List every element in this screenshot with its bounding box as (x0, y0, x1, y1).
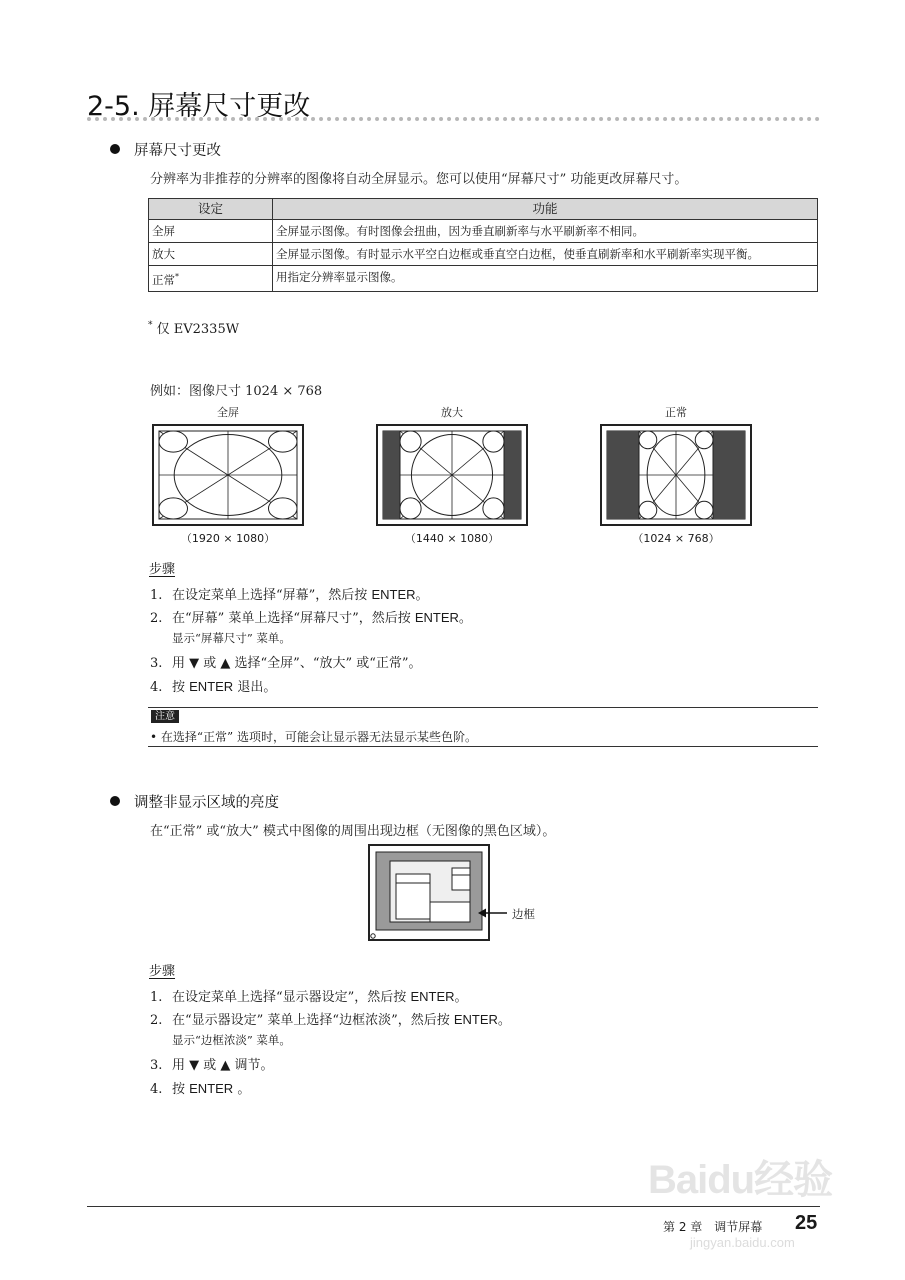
border-label: 边框 (512, 907, 535, 921)
step-text: 用 ▼ 或 ▲ 选择“全屏”、“放大” 或“正常”。 (172, 656, 422, 671)
enter-key-label: ENTER (410, 989, 455, 1004)
title-dotted-divider (87, 117, 820, 121)
test-pattern-corner-circle (639, 501, 657, 519)
note-bottom-rule (148, 746, 818, 747)
table-cell-function: 用指定分辨率显示图像。 (273, 266, 818, 292)
border-bar-left (383, 431, 400, 519)
footer-chapter: 第 2 章 调节屏幕 (663, 1220, 763, 1234)
table-cell-setting (149, 243, 273, 266)
diagram-resolution-enlarged: （1440 × 1080） (404, 532, 500, 545)
step-item (150, 676, 276, 695)
step-item (150, 652, 422, 671)
note-text: • 在选择“正常” 选项时，可能会让显示器无法显示某些色阶。 (150, 730, 477, 744)
step-text: 在设定菜单上选择“显示器设定”，然后按 (172, 990, 411, 1005)
step-tail: 。 (454, 990, 468, 1005)
diagram-resolution-full: （1920 × 1080） (180, 532, 276, 545)
table-row (149, 220, 818, 243)
note-top-rule (148, 707, 818, 708)
test-pattern-corner-circle (159, 431, 188, 452)
step-item (150, 986, 468, 1005)
test-pattern-corner-circle (400, 498, 421, 519)
table-row (149, 266, 818, 292)
steps-heading: 步骤 (149, 562, 176, 577)
table-cell-setting (149, 220, 273, 243)
test-pattern-corner-circle (695, 501, 713, 519)
steps-heading: 步骤 (149, 964, 176, 979)
setting-label: 放大 (152, 247, 175, 261)
subsection-title-screen-size: 屏幕尺寸更改 (134, 143, 221, 159)
bullet-icon (110, 796, 120, 806)
test-pattern-corner-circle (400, 431, 421, 452)
step-tail: 退出。 (233, 680, 277, 695)
step-number: 2. (150, 1013, 163, 1028)
step-number: 4. (150, 1082, 163, 1097)
step-text: 在“显示器设定” 菜单上选择“边框浓淡”，然后按 (172, 1013, 454, 1028)
border-intro-paragraph: 在“正常” 或“放大” 模式中图像的周围出现边框（无图像的黑色区域）。 (150, 824, 556, 839)
step-tail: 。 (458, 611, 472, 626)
note-label: 注意 (151, 710, 179, 723)
test-pattern-corner-circle (483, 498, 504, 519)
enter-key-label: ENTER (189, 679, 234, 694)
test-pattern-corner-circle (268, 498, 297, 519)
step-sub-note: 显示“边框浓淡” 菜单。 (172, 1033, 291, 1047)
power-led-icon (371, 934, 375, 938)
table-footnote-mark: * (148, 320, 153, 331)
border-bar-right (713, 431, 745, 519)
watermark-url: jingyan.baidu.com (690, 1235, 795, 1250)
table-header-function: 功能 (273, 199, 818, 220)
table-cell-function: 全屏显示图像。有时图像会扭曲，因为垂直刷新率与水平刷新率不相同。 (273, 220, 818, 243)
step-item (150, 1009, 511, 1028)
page-title: 2-5. 屏幕尺寸更改 (87, 91, 311, 122)
settings-table (148, 198, 818, 292)
enter-key-label: ENTER (189, 1081, 234, 1096)
step-item (150, 584, 429, 603)
diagram-caption-enlarged: 放大 (441, 406, 463, 419)
border-bar-right (504, 431, 521, 519)
setting-label: 正常 (152, 272, 175, 287)
table-cell-function: 全屏显示图像。有时显示水平空白边框或垂直空白边框，使垂直刷新率和水平刷新率实现平衡。 (273, 243, 818, 266)
step-item (150, 1078, 250, 1097)
diagram-caption-full: 全屏 (217, 406, 239, 419)
arrow-left-icon (478, 907, 508, 919)
table-header-row (149, 199, 818, 220)
step-number: 3. (150, 656, 163, 671)
subsection-title-border-brightness: 调整非显示区域的亮度 (134, 795, 279, 811)
enter-key-label: ENTER (371, 587, 416, 602)
window-left (396, 874, 430, 919)
test-pattern-corner-circle (483, 431, 504, 452)
step-number: 2. (150, 611, 163, 626)
step-item (150, 607, 472, 626)
step-number: 1. (150, 588, 163, 603)
diagram-full-screen (152, 424, 304, 526)
step-tail: 。 (415, 588, 429, 603)
diagram-normal (600, 424, 752, 526)
step-sub-note: 显示“屏幕尺寸” 菜单。 (172, 631, 291, 645)
bullet-icon (110, 144, 120, 154)
table-cell-setting (149, 266, 273, 292)
step-item (150, 1054, 274, 1073)
test-pattern-corner-circle (268, 431, 297, 452)
watermark-logo: Baidu经验 (648, 1158, 833, 1202)
example-label: 例如：图像尺寸 1024 × 768 (150, 384, 323, 399)
step-text: 在设定菜单上选择“屏幕”，然后按 (172, 588, 372, 603)
enter-key-label: ENTER (453, 1012, 498, 1027)
step-text: 按 (172, 1082, 190, 1097)
step-number: 4. (150, 680, 163, 695)
table-footnote-text: 仅 EV2335W (152, 322, 240, 337)
window-bottom (430, 902, 470, 922)
step-number: 1. (150, 990, 163, 1005)
border-bar-left (607, 431, 639, 519)
test-pattern-corner-circle (639, 431, 657, 449)
diagram-caption-normal: 正常 (665, 406, 687, 419)
step-text: 在“屏幕” 菜单上选择“屏幕尺寸”，然后按 (172, 611, 415, 626)
step-text: 用 ▼ 或 ▲ 调节。 (172, 1058, 274, 1073)
window-right (452, 868, 470, 890)
step-tail: 。 (233, 1082, 251, 1097)
enter-key-label: ENTER (414, 610, 459, 625)
diagram-resolution-normal: （1024 × 768） (632, 532, 720, 545)
footnote-mark: * (175, 272, 179, 281)
step-number: 3. (150, 1058, 163, 1073)
step-text: 按 (172, 680, 190, 695)
border-diagram (368, 844, 492, 942)
footer-rule (87, 1206, 820, 1207)
diagram-enlarged (376, 424, 528, 526)
table-row (149, 243, 818, 266)
table-footnote (148, 318, 239, 337)
intro-paragraph: 分辨率为非推荐的分辨率的图像将自动全屏显示。您可以使用“屏幕尺寸” 功能更改屏幕尺寸。 (150, 172, 688, 187)
test-pattern-corner-circle (695, 431, 713, 449)
table-header-setting: 设定 (149, 199, 273, 220)
step-tail: 。 (497, 1013, 511, 1028)
page-number: 25 (795, 1212, 818, 1234)
test-pattern-corner-circle (159, 498, 188, 519)
setting-label: 全屏 (152, 224, 175, 238)
